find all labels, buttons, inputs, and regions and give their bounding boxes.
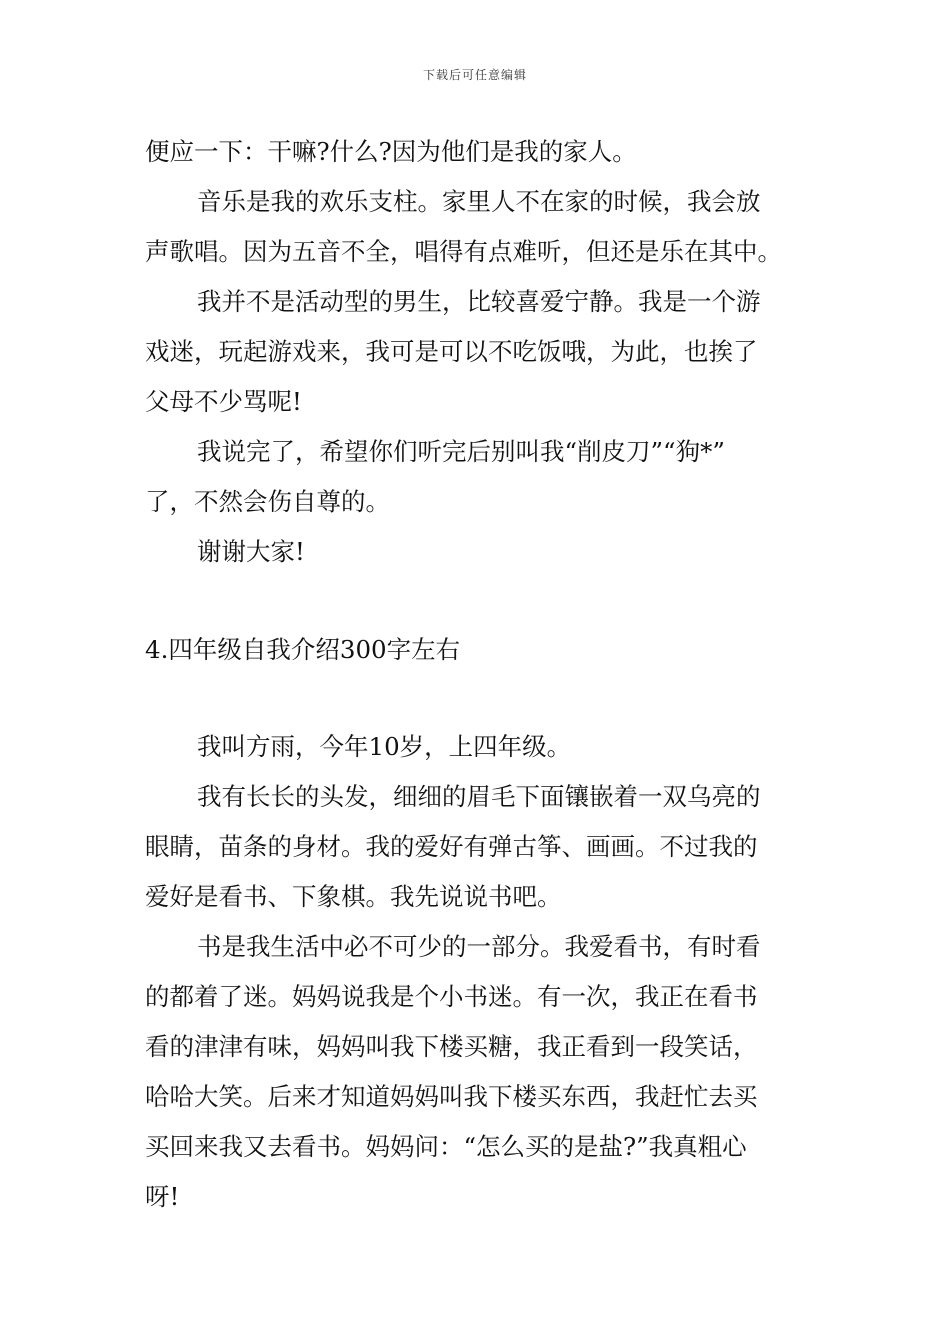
paragraph-line: 的都着了迷。妈妈说我是个小书迷。有一次，我正在看书 bbox=[145, 982, 758, 1011]
paragraph-line: 爱好是看书、下象棋。我先说说书吧。 bbox=[145, 882, 562, 911]
paragraph-line: 哈哈大笑。后来才知道妈妈叫我下楼买东西，我赶忙去买 bbox=[145, 1082, 758, 1111]
page-header: 下载后可任意编辑 bbox=[422, 68, 527, 82]
paragraph-line: 便应一下：干嘛?什么?因为他们是我的家人。 bbox=[145, 137, 637, 166]
paragraph-line: 呀! bbox=[145, 1182, 180, 1211]
section-title: 4.四年级自我介绍300字左右 bbox=[145, 635, 461, 664]
paragraph-line: 我有长长的头发，细细的眉毛下面镶嵌着一双乌亮的 bbox=[197, 782, 761, 811]
paragraph-line: 书是我生活中必不可少的一部分。我爱看书，有时看 bbox=[197, 932, 761, 961]
paragraph-line: 看的津津有味，妈妈叫我下楼买糖，我正看到一段笑话， bbox=[145, 1032, 758, 1061]
paragraph-line: 了，不然会伤自尊的。 bbox=[145, 487, 390, 516]
paragraph-line: 父母不少骂呢! bbox=[145, 387, 302, 416]
paragraph-line: 谢谢大家! bbox=[197, 537, 305, 566]
paragraph-line: 音乐是我的欢乐支柱。家里人不在家的时候，我会放 bbox=[197, 187, 761, 216]
paragraph-line: 声歌唱。因为五音不全，唱得有点难听，但还是乐在其中。 bbox=[145, 237, 782, 266]
text-block-2 bbox=[145, 722, 810, 1222]
paragraph-line: 眼睛，苗条的身材。我的爱好有弹古筝、画画。不过我的 bbox=[145, 832, 758, 861]
paragraph-line: 我并不是活动型的男生，比较喜爱宁静。我是一个游 bbox=[197, 287, 761, 316]
text-block-1 bbox=[145, 127, 810, 577]
paragraph-line: 买回来我又去看书。妈妈问：“怎么买的是盐?”我真粗心 bbox=[145, 1132, 747, 1161]
paragraph-line: 戏迷，玩起游戏来，我可是可以不吃饭哦，为此，也挨了 bbox=[145, 337, 758, 366]
paragraph-line: 我叫方雨，今年10岁，上四年级。 bbox=[197, 732, 572, 761]
paragraph-line: 我说完了，希望你们听完后别叫我“削皮刀”“狗*” bbox=[197, 437, 725, 466]
